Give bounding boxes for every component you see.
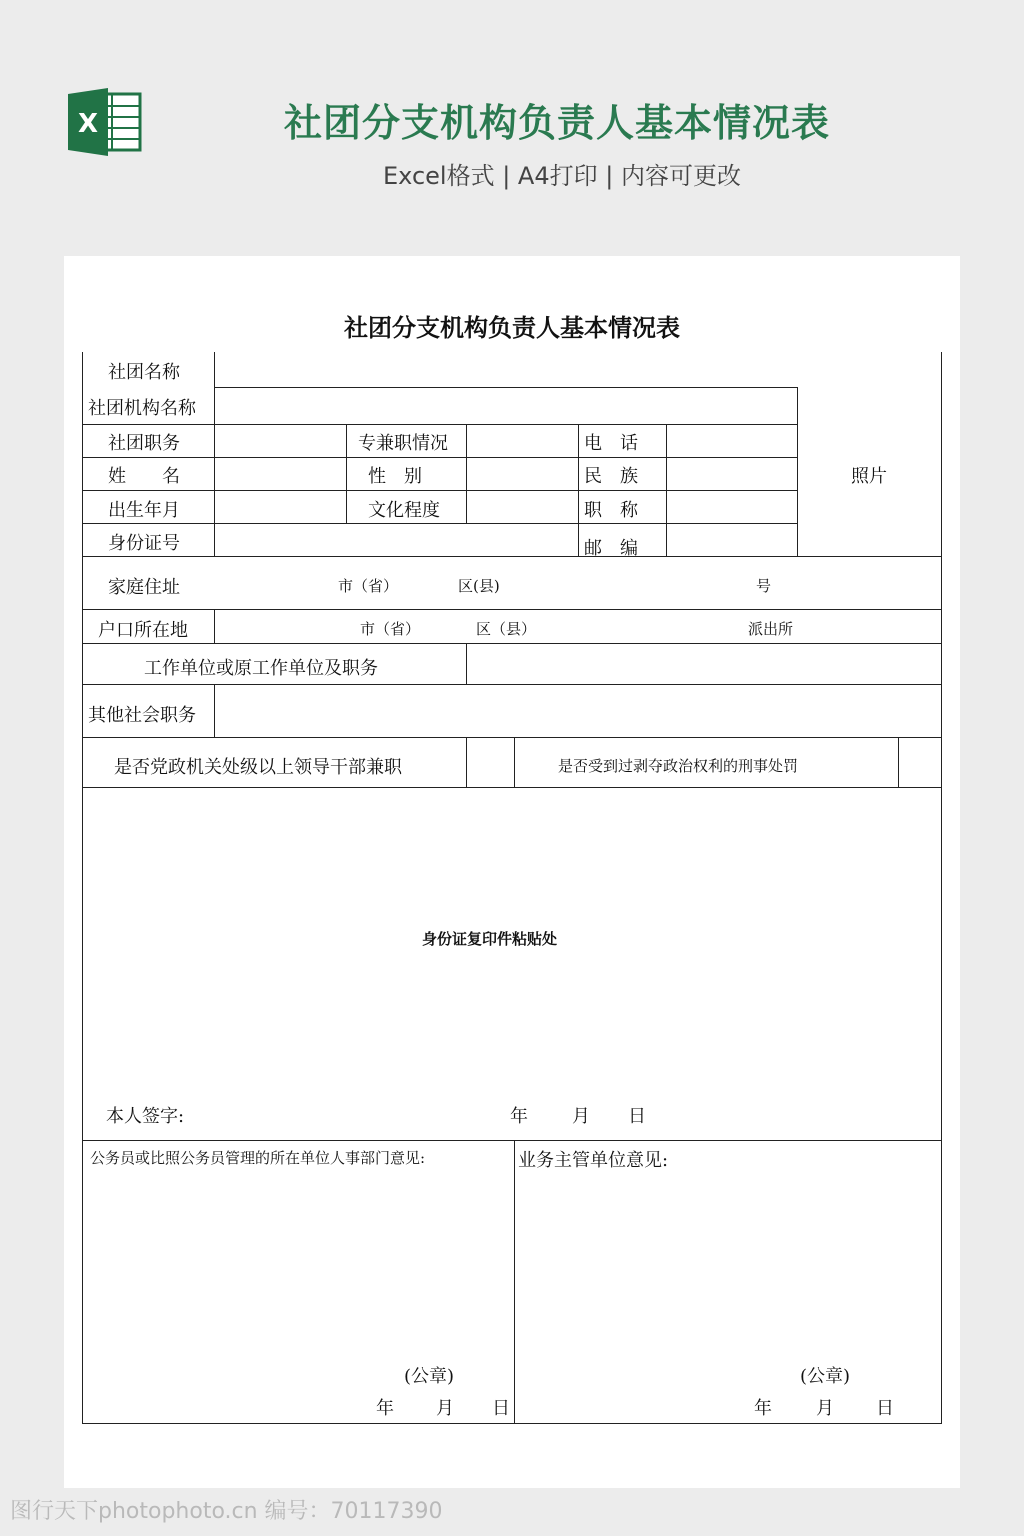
- hukou-district: 区（县）: [476, 620, 537, 638]
- hr-date-day: 日: [492, 1398, 510, 1419]
- table-border-line: [82, 457, 798, 458]
- table-border-line: [214, 609, 215, 644]
- table-border-line: [82, 424, 798, 425]
- table-border-line: [214, 684, 215, 738]
- label-ethnicity: 民 族: [584, 466, 638, 487]
- id-copy-label: 身份证复印件粘贴处: [422, 930, 558, 948]
- position-field[interactable]: [216, 426, 344, 456]
- criminal-field[interactable]: [900, 739, 940, 786]
- label-supervisor-opinion: 业务主管单位意见:: [518, 1150, 669, 1171]
- postcode-field[interactable]: [668, 525, 796, 555]
- table-border-line: [466, 737, 467, 788]
- page-title: 社团分支机构负责人基本情况表: [283, 101, 830, 145]
- label-gender: 性 别: [368, 466, 422, 487]
- hr-date-month: 月: [436, 1398, 454, 1419]
- table-border-line: [82, 787, 942, 788]
- label-branch-name: 社团机构名称: [88, 398, 196, 419]
- watermark: 图行天下photophoto.cn 编号：70117390: [10, 1499, 443, 1524]
- education-field[interactable]: [468, 492, 576, 522]
- table-border-line: [898, 737, 899, 788]
- hukou-police: 派出所: [748, 620, 794, 638]
- ethnicity-field[interactable]: [668, 459, 796, 489]
- label-home-address: 家庭住址: [108, 577, 180, 598]
- table-border-line: [82, 352, 83, 1424]
- table-border-line: [82, 609, 942, 610]
- supervisor-seal: (公章): [800, 1366, 851, 1387]
- fulltime-field[interactable]: [468, 426, 576, 456]
- hr-seal: (公章): [404, 1366, 455, 1387]
- supervisor-date-month: 月: [816, 1398, 834, 1419]
- label-org-name: 社团名称: [108, 362, 180, 383]
- page-subtitle: Excel格式 | A4打印 | 内容可更改: [383, 162, 741, 190]
- table-border-line: [797, 387, 798, 557]
- work-unit-field[interactable]: [468, 645, 940, 683]
- table-border-line: [214, 387, 798, 388]
- label-signature: 本人签字:: [106, 1106, 185, 1127]
- name-field[interactable]: [216, 459, 344, 489]
- other-roles-field[interactable]: [216, 686, 940, 736]
- birth-field[interactable]: [216, 492, 344, 522]
- label-name: 姓 名: [108, 466, 180, 487]
- label-fulltime: 专兼职情况: [358, 433, 448, 454]
- address-number: 号: [756, 577, 772, 595]
- form-sheet: [64, 256, 960, 1488]
- title-field[interactable]: [668, 492, 796, 522]
- label-criminal: 是否受到过剥夺政治权利的刑事处罚: [558, 757, 799, 775]
- label-hr-opinion: 公务员或比照公务员管理的所在单位人事部门意见:: [90, 1149, 426, 1167]
- label-education: 文化程度: [368, 500, 440, 521]
- table-border-line: [346, 424, 347, 524]
- label-title: 职 称: [584, 500, 638, 521]
- signature-date-month: 月: [572, 1106, 590, 1127]
- phone-field[interactable]: [668, 426, 796, 456]
- address-city: 市（省）: [338, 577, 399, 595]
- label-work-unit: 工作单位或原工作单位及职务: [144, 658, 378, 679]
- label-id-number: 身份证号: [108, 533, 180, 554]
- form-title: 社团分支机构负责人基本情况表: [344, 313, 680, 342]
- label-phone: 电 话: [584, 433, 638, 454]
- hr-date-year: 年: [376, 1398, 394, 1419]
- table-border-line: [214, 352, 215, 557]
- signature-date-year: 年: [510, 1106, 528, 1127]
- table-border-line: [82, 684, 942, 685]
- table-border-line: [82, 556, 942, 557]
- table-border-line: [82, 1140, 942, 1141]
- table-border-line: [82, 737, 942, 738]
- label-other-roles: 其他社会职务: [88, 705, 196, 726]
- label-postcode: 邮 编: [584, 538, 638, 559]
- party-official-field[interactable]: [468, 739, 512, 786]
- branch-name-field[interactable]: [216, 389, 796, 423]
- svg-text:X: X: [77, 109, 99, 139]
- id-number-field[interactable]: [216, 525, 576, 555]
- supervisor-date-year: 年: [754, 1398, 772, 1419]
- table-border-line: [82, 523, 798, 524]
- hukou-city: 市（省）: [360, 620, 421, 638]
- table-border-line: [82, 643, 942, 644]
- table-border-line: [82, 490, 798, 491]
- table-border-line: [514, 1140, 515, 1424]
- supervisor-opinion-field[interactable]: [516, 1170, 940, 1370]
- org-name-field[interactable]: [216, 354, 940, 386]
- label-position: 社团职务: [108, 433, 180, 454]
- supervisor-date-day: 日: [876, 1398, 894, 1419]
- hr-opinion-field[interactable]: [84, 1170, 512, 1370]
- label-birth: 出生年月: [108, 500, 180, 521]
- label-party-official: 是否党政机关处级以上领导干部兼职: [114, 757, 402, 778]
- table-border-line: [466, 424, 467, 524]
- table-border-line: [666, 424, 667, 557]
- table-border-line: [82, 1423, 942, 1424]
- table-border-line: [578, 424, 579, 557]
- address-district: 区(县): [458, 577, 500, 595]
- signature-date-day: 日: [628, 1106, 646, 1127]
- label-hukou: 户口所在地: [98, 620, 188, 641]
- table-border-line: [941, 352, 942, 1424]
- table-border-line: [514, 737, 515, 788]
- photo-placeholder: 照片: [851, 466, 887, 487]
- gender-field[interactable]: [468, 459, 576, 489]
- table-border-line: [466, 643, 467, 685]
